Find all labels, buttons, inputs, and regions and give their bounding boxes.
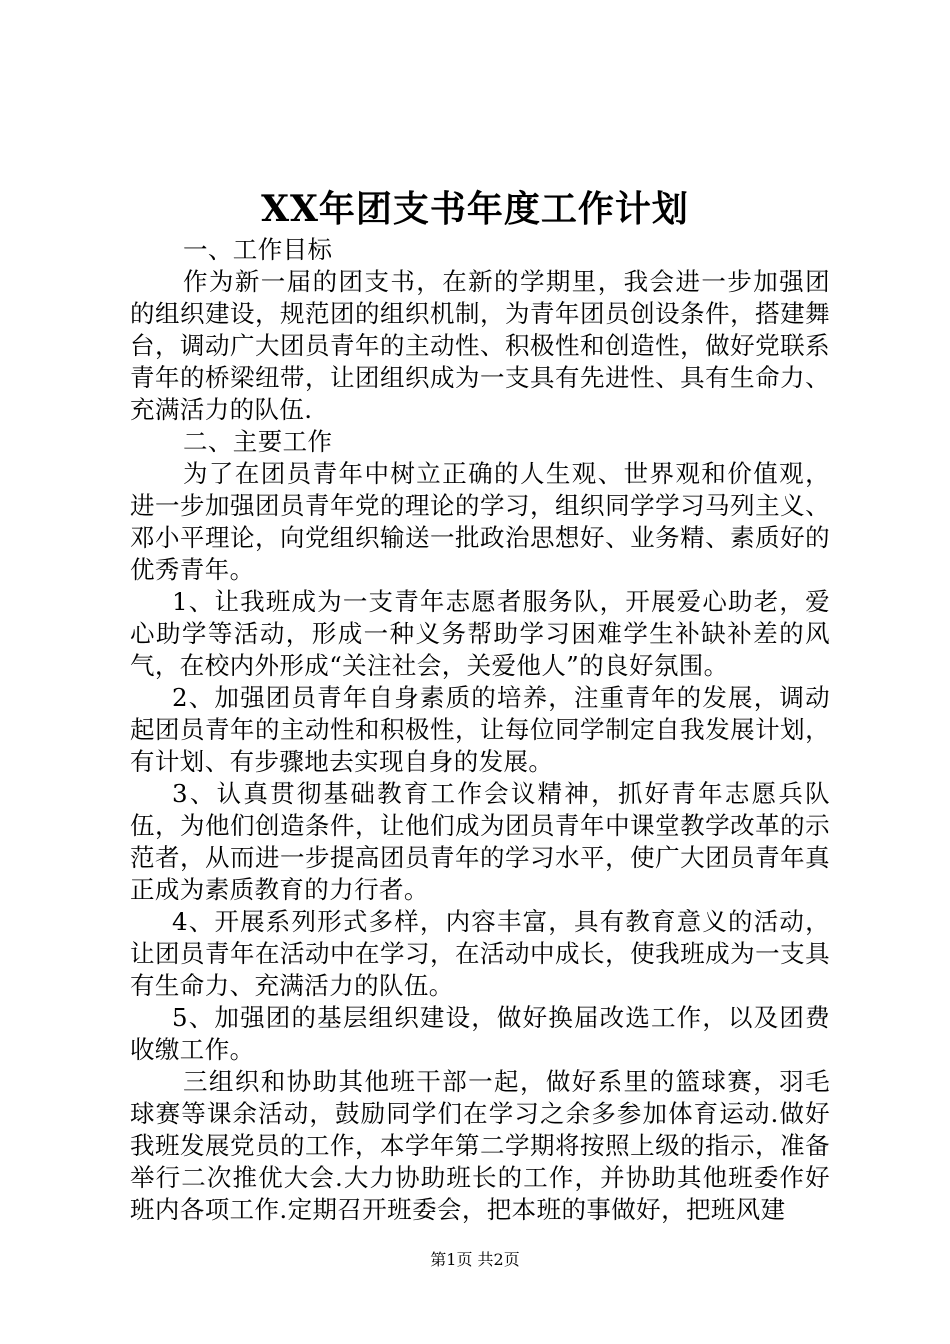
document-body — [130, 234, 830, 1226]
list-item-4: 4、开展系列形式多样，内容丰富，具有教育意义的活动，让团员青年在活动中在学习，在活动中成长，使我班成为一支具有生命力、充满活力的队伍。 — [130, 907, 830, 1000]
paragraph-main-work-intro: 为了在团员青年中树立正确的人生观、世界观和价值观，进一步加强团员青年党的理论的学习，组织同学学习马列主义、邓小平理论，向党组织输送一批政治思想好、业务精、素质好的优秀青年。 — [130, 459, 830, 584]
list-item-2: 2、加强团员青年自身素质的培养，注重青年的发展，调动起团员青年的主动性和积极性，让每位同学制定自我发展计划，有计划、有步骤地去实现自身的发展。 — [130, 683, 830, 776]
list-item-5: 5、加强团的基层组织建设，做好换届改选工作，以及团费收缴工作。 — [130, 1003, 830, 1064]
paragraph-section-three: 三组织和协助其他班干部一起，做好系里的篮球赛，羽毛球赛等课余活动，鼓励同学们在学习之余多参加体育运动.做好我班发展党员的工作，本学年第二学期将按照上级的指示，准备举行二次推优大会.大力协助班长的工作，并协助其他班委作好班内各项工作.定期召开班委会，把本班的事做好，把班风建 — [130, 1067, 830, 1224]
document-title: XX年团支书年度工作计划 — [261, 188, 689, 230]
section-heading-goals: 一、工作目标 — [183, 235, 333, 264]
list-item-3: 3、认真贯彻基础教育工作会议精神，抓好青年志愿兵队伍，为他们创造条件，让他们成为团员青年中课堂教学改革的示范者，从而进一步提高团员青年的学习水平，使广大团员青年真正成为素质教育的力行者。 — [130, 779, 830, 904]
paragraph-goals: 作为新一届的团支书，在新的学期里，我会进一步加强团的组织建设，规范团的组织机制，为青年团员创设条件，搭建舞台，调动广大团员青年的主动性、积极性和创造性，做好党联系青年的桥梁纽带，让团组织成为一支具有先进性、具有生命力、充满活力的队伍. — [130, 267, 830, 424]
list-item-1: 1、让我班成为一支青年志愿者服务队，开展爱心助老，爱心助学等活动，形成一种义务帮助学习困难学生补缺补差的风气，在校内外形成“关注社会，关爱他人”的良好氛围。 — [130, 587, 830, 680]
section-heading-main-work: 二、主要工作 — [183, 427, 333, 456]
page-number-footer: 第1页 共2页 — [430, 1250, 520, 1269]
